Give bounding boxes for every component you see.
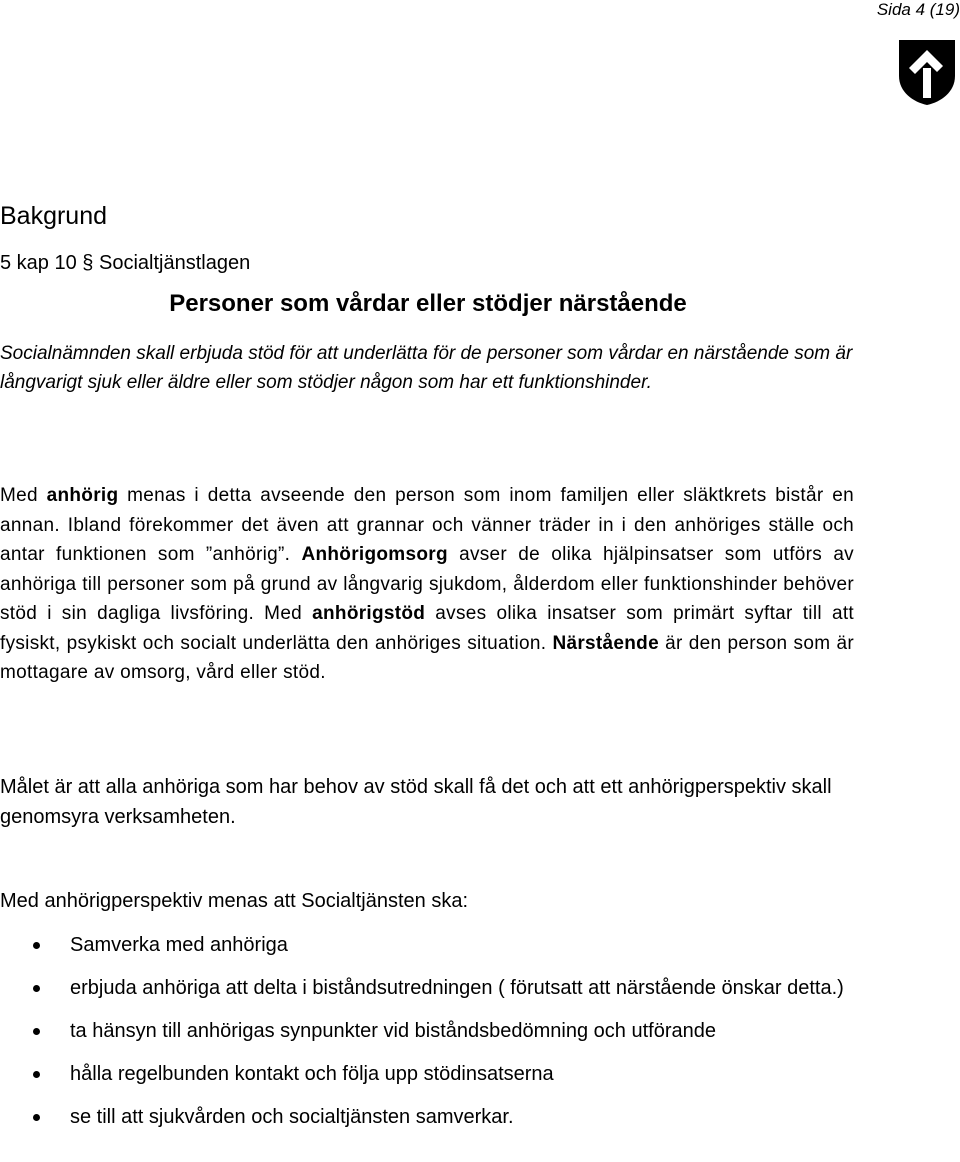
goal-paragraph: Målet är att alla anhöriga som har behov av stöd skall få det och att ett anhörigperspektiv skall genomsyra verksamheten.	[0, 776, 832, 828]
law-chapter: 5 kap 10	[0, 252, 77, 274]
section-symbol: §	[82, 252, 94, 274]
law-text-paragraph: Socialnämnden skall erbjuda stöd för att underlätta för de personer som vårdar en närstående som är långvarigt sjuk eller äldre eller som stödjer någon som har ett funktionshinder.	[0, 343, 853, 393]
list-item-text: hålla regelbunden kontakt och följa upp stödinsatserna	[70, 1063, 554, 1085]
definition-text: är den person som är mottagare av omsorg, vård eller stöd.	[0, 632, 854, 683]
list-item	[0, 1059, 900, 1089]
list-item	[0, 1016, 900, 1046]
term-anhorigstod: anhörigstöd	[312, 603, 426, 624]
bullet-icon	[33, 942, 40, 949]
list-item-text: erbjuda anhöriga att delta i biståndsutredningen ( förutsatt att närstående önskar detta.)	[70, 977, 844, 999]
term-narstaende: Närstående	[552, 632, 659, 654]
page-heading: Bakgrund	[0, 202, 108, 230]
definition-text: avses olika insatser som primärt syftar till att fysiskt, psykiskt och socialt underlätta den anhöriges situation.	[0, 603, 854, 654]
municipal-shield-icon	[897, 38, 957, 106]
list-item	[0, 973, 900, 1003]
definition-text: Med	[0, 485, 47, 506]
list-item	[0, 930, 900, 960]
perspective-intro: Med anhörigperspektiv menas att Socialtjänsten ska:	[0, 890, 469, 912]
law-name: Socialtjänstlagen	[98, 252, 251, 274]
definition-text: menas i detta avseende den person som inom familjen eller släktkrets bistår en annan. Ibland förekommer det även att grannar och vänner träder in i den anhöriges ställe och antar funktionen som ”anhörig”.	[0, 485, 854, 565]
term-anhorigomsorg: Anhörigomsorg	[301, 544, 448, 565]
definition-text: avser de olika hjälpinsatser som utförs av anhöriga till personer som på grund av långvarig sjukdom, ålderdom eller funktionshinder behöver stöd i sin dagliga livsföring. Med	[0, 544, 854, 624]
list-item	[0, 1102, 900, 1132]
list-item-text: ta hänsyn till anhörigas synpunkter vid biståndsbedömning och utförande	[70, 1020, 716, 1042]
section-title: Personer som vårdar eller stödjer närstående	[169, 290, 687, 317]
term-anhorig: anhörig	[46, 485, 119, 506]
law-reference	[0, 249, 250, 277]
definitions-paragraph	[0, 481, 854, 688]
list-item-text: Samverka med anhöriga	[70, 934, 288, 956]
bullet-icon	[33, 1071, 40, 1078]
page-number: Sida 4 (19)	[876, 0, 960, 19]
perspective-list	[0, 930, 900, 1132]
bullet-icon	[33, 1028, 40, 1035]
bullet-icon	[33, 1114, 40, 1121]
bullet-icon	[33, 985, 40, 992]
list-item-text: se till att sjukvården och socialtjänsten samverkar.	[70, 1106, 514, 1128]
